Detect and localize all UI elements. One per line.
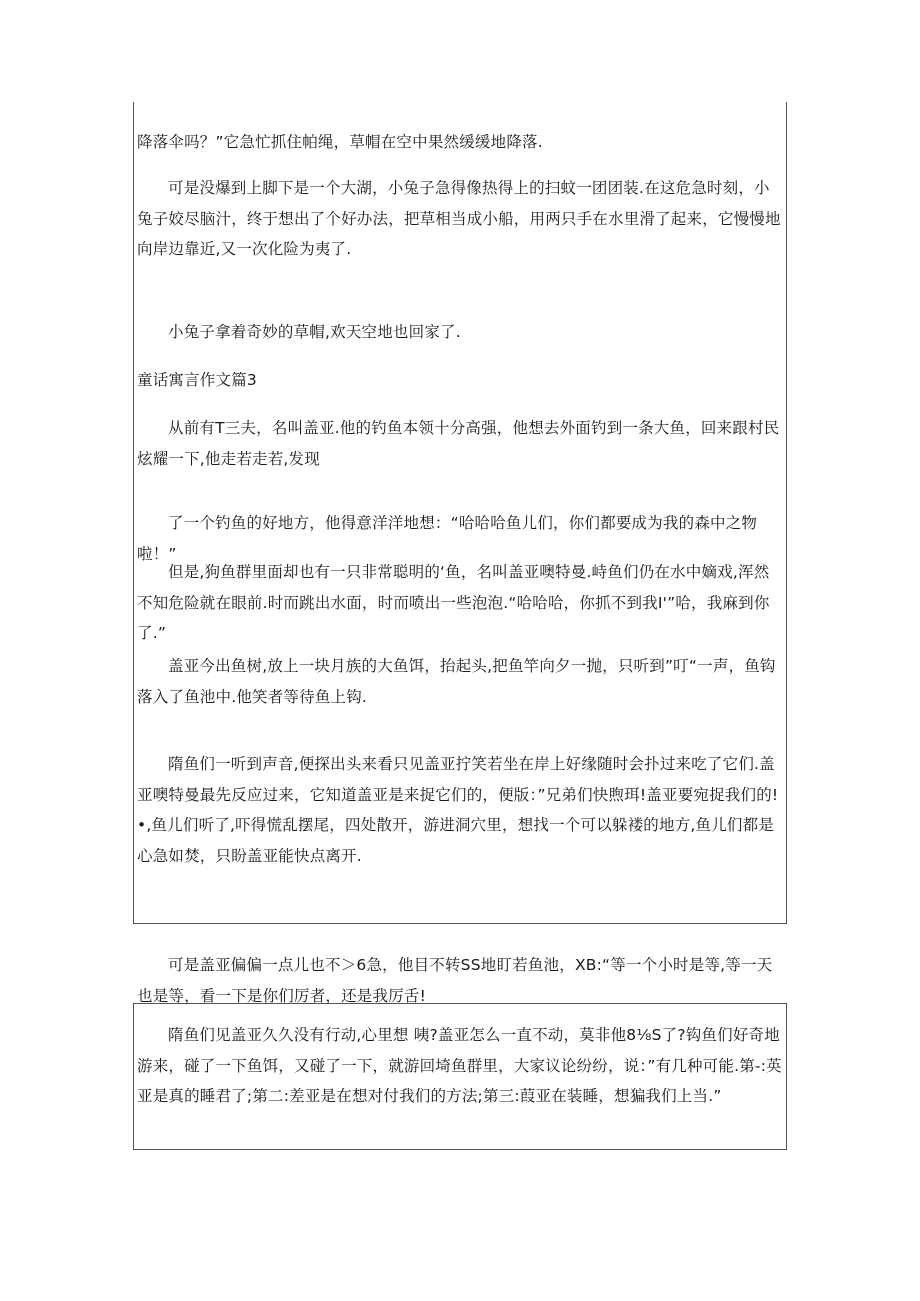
paragraph-10: 隋鱼们见盖亚久久没有行动,心里想 咦?盖亚怎么一直不动，莫非他8⅛S了?钩鱼们好奇地游来，碰了一下鱼饵，又碰了一下，就游回埼鱼群里，大家议论纷纷，说：”有几种可能.第-:英亚是真的睡君了;第二:差亚是在想对付我们的方法;第三:葭亚在装睡，想猵我们上当.” — [137, 1026, 782, 1105]
paragraph-5: 了一个钓鱼的好地方，他得意洋洋地想：“哈哈哈鱼儿们，你们都要成为我的森中之物啦！” — [137, 514, 758, 563]
paragraph-4: 从前有T三夫，名叫盖亚.他的钓鱼本领十分高强，他想去外面钓到一条大鱼，回来跟村民炫耀一下,他走若走若,发现 — [137, 419, 780, 468]
section-heading: 童话寓言作文篇3 — [137, 371, 257, 389]
paragraph-1: 降落伞吗？”它急忙抓住帕绳，草帽在空中果然缓缓地降落. — [137, 133, 543, 151]
paragraph-9: 可是盖亚偏偏一点儿也不＞6急，他目不转SS地盯若鱼池，XB:“等一个小时是等,等一天也是等，看一下是你们厉者，还是我厉舌! — [137, 956, 773, 1005]
paragraph-7: 盖亚今出鱼树,放上一块月族的大鱼饵，抬起头,把鱼竿向夕一抛，只听到”叮“一声，鱼钩落入了鱼池中.他笑者等待鱼上钩. — [137, 657, 776, 706]
paragraph-6: 但是,狗鱼群里面却也有一只非常聪明的‘鱼，名叫盖亚噢特曼.峙鱼们仍在水中嫡戏,浑然不知危险就在眼前.时而跳出水面，时而喷出一些泡泡.“哈哈哈，你抓不到我I'”哈，我麻到你了.” — [137, 563, 770, 642]
paragraph-8: 隋鱼们一听到声音,便探出头来看只见盖亚拧笑若坐在岸上好缘随时会扑过来吃了它们.盖亚噢特曼最先反应过来，它知道盖亚是来捉它们的，便版：”兄弟们快煦珥!盖亚要宛捉我们的!•,鱼儿们听了,吓得慌乱摆尾，四处散开，游进洞穴里，想找一个可以躲褛的地方,鱼儿们都是心急如焚，只盼盖亚能快点离开. — [137, 755, 779, 865]
paragraph-3: 小兔子拿着奇妙的草帽,欢天空地也回家了. — [168, 323, 461, 341]
paragraph-2: 可是没爆到上脚下是一个大湖，小兔子急得像热得上的扫蚊一团团装.在这危急时刻，小兔子姣尽脑汁，终于想出了个好办法，把草相当成小船，用两只手在水里滑了起来，它慢慢地向岸边靠近,又一次化险为夷了. — [137, 179, 781, 258]
